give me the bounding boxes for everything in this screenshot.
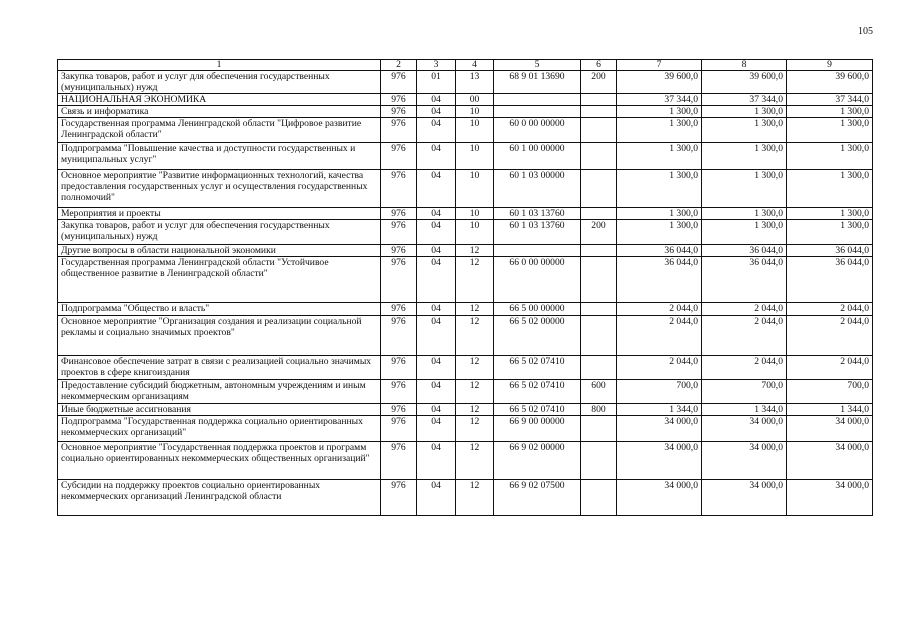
header-col-ministry: 2	[381, 60, 417, 71]
col-name-cell: Подпрограмма "Государственная поддержка социально ориентированных некоммерческих организаций"	[58, 416, 381, 442]
col-section-cell: 01	[417, 71, 456, 94]
col-subsection-cell: 10	[456, 118, 494, 143]
col-ministry-cell: 976	[381, 71, 417, 94]
col-year-3-cell: 37 344,0	[787, 94, 873, 106]
col-year-3-cell: 1 300,0	[787, 118, 873, 143]
col-section-cell: 04	[417, 316, 456, 356]
col-section-cell: 04	[417, 245, 456, 257]
col-expense-type-cell	[581, 442, 617, 480]
col-name-cell: Основное мероприятие "Государственная поддержка проектов и программ социально ориентированных некоммерческих общественных организаций"	[58, 442, 381, 480]
col-name-cell: Финансовое обеспечение затрат в связи с реализацией социально значимых проектов в сфере книгоиздания	[58, 356, 381, 380]
col-ministry-cell: 976	[381, 143, 417, 170]
col-subsection-cell: 10	[456, 143, 494, 170]
page-number: 105	[858, 26, 873, 37]
budget-table	[57, 59, 873, 516]
col-subsection-cell: 00	[456, 94, 494, 106]
col-target-article-cell: 60 1 03 13760	[494, 208, 581, 220]
col-section-cell: 04	[417, 303, 456, 316]
col-expense-type-cell	[581, 316, 617, 356]
col-year-3-cell: 34 000,0	[787, 416, 873, 442]
col-subsection-cell: 12	[456, 356, 494, 380]
col-year-1-cell: 1 300,0	[617, 208, 702, 220]
col-subsection-cell: 12	[456, 316, 494, 356]
col-year-1-cell: 1 344,0	[617, 404, 702, 416]
header-col-expense-type: 6	[581, 60, 617, 71]
table-row	[58, 303, 873, 316]
col-year-3-cell: 2 044,0	[787, 316, 873, 356]
table-row	[58, 71, 873, 94]
table-row	[58, 380, 873, 404]
col-year-2-cell: 34 000,0	[702, 480, 787, 516]
col-name-cell: Подпрограмма "Повышение качества и доступности государственных и муниципальных услуг"	[58, 143, 381, 170]
col-year-2-cell: 1 300,0	[702, 143, 787, 170]
col-year-3-cell: 1 344,0	[787, 404, 873, 416]
col-year-1-cell: 1 300,0	[617, 220, 702, 245]
col-year-3-cell: 2 044,0	[787, 356, 873, 380]
header-col-year-3: 9	[787, 60, 873, 71]
col-ministry-cell: 976	[381, 94, 417, 106]
col-subsection-cell: 13	[456, 71, 494, 94]
col-section-cell: 04	[417, 404, 456, 416]
header-col-name: 1	[58, 60, 381, 71]
col-year-3-cell: 36 044,0	[787, 257, 873, 303]
col-name-cell: Государственная программа Ленинградской области "Устойчивое общественное развитие в Ленинградской области"	[58, 257, 381, 303]
col-target-article-cell	[494, 106, 581, 118]
col-year-1-cell: 34 000,0	[617, 442, 702, 480]
col-section-cell: 04	[417, 220, 456, 245]
col-name-cell: Предоставление субсидий бюджетным, автономным учреждениям и иным некоммерческим организациям	[58, 380, 381, 404]
col-year-3-cell: 1 300,0	[787, 208, 873, 220]
col-target-article-cell	[494, 245, 581, 257]
col-target-article-cell: 66 5 02 00000	[494, 316, 581, 356]
col-year-2-cell: 39 600,0	[702, 71, 787, 94]
table-row	[58, 208, 873, 220]
col-year-3-cell: 1 300,0	[787, 143, 873, 170]
col-ministry-cell: 976	[381, 356, 417, 380]
col-subsection-cell: 12	[456, 257, 494, 303]
col-subsection-cell: 10	[456, 170, 494, 208]
col-name-cell: Мероприятия и проекты	[58, 208, 381, 220]
col-subsection-cell: 10	[456, 220, 494, 245]
col-ministry-cell: 976	[381, 303, 417, 316]
col-ministry-cell: 976	[381, 442, 417, 480]
col-section-cell: 04	[417, 118, 456, 143]
col-subsection-cell: 12	[456, 442, 494, 480]
col-target-article-cell: 60 1 00 00000	[494, 143, 581, 170]
col-year-3-cell: 34 000,0	[787, 442, 873, 480]
col-ministry-cell: 976	[381, 316, 417, 356]
col-year-2-cell: 34 000,0	[702, 416, 787, 442]
col-target-article-cell: 66 9 02 00000	[494, 442, 581, 480]
col-ministry-cell: 976	[381, 480, 417, 516]
col-year-3-cell: 39 600,0	[787, 71, 873, 94]
col-year-2-cell: 1 344,0	[702, 404, 787, 416]
col-year-3-cell: 2 044,0	[787, 303, 873, 316]
col-name-cell: Субсидии на поддержку проектов социально ориентированных некоммерческих организаций Ленинградской области	[58, 480, 381, 516]
col-year-2-cell: 37 344,0	[702, 94, 787, 106]
col-section-cell: 04	[417, 257, 456, 303]
col-expense-type-cell	[581, 416, 617, 442]
table-row	[58, 245, 873, 257]
table-row	[58, 143, 873, 170]
col-year-2-cell: 36 044,0	[702, 245, 787, 257]
col-name-cell: НАЦИОНАЛЬНАЯ ЭКОНОМИКА	[58, 94, 381, 106]
col-section-cell: 04	[417, 94, 456, 106]
header-col-section: 3	[417, 60, 456, 71]
table-row	[58, 480, 873, 516]
col-ministry-cell: 976	[381, 170, 417, 208]
col-year-3-cell: 1 300,0	[787, 106, 873, 118]
col-expense-type-cell	[581, 245, 617, 257]
col-ministry-cell: 976	[381, 220, 417, 245]
table-header	[58, 60, 873, 71]
col-year-3-cell: 700,0	[787, 380, 873, 404]
col-year-2-cell: 2 044,0	[702, 316, 787, 356]
col-section-cell: 04	[417, 480, 456, 516]
col-target-article-cell: 66 5 02 07410	[494, 356, 581, 380]
col-ministry-cell: 976	[381, 416, 417, 442]
col-ministry-cell: 976	[381, 208, 417, 220]
col-year-3-cell: 34 000,0	[787, 480, 873, 516]
col-year-1-cell: 37 344,0	[617, 94, 702, 106]
table-row	[58, 118, 873, 143]
col-expense-type-cell	[581, 257, 617, 303]
col-subsection-cell: 12	[456, 480, 494, 516]
header-col-subsection: 4	[456, 60, 494, 71]
col-target-article-cell: 60 1 03 13760	[494, 220, 581, 245]
col-ministry-cell: 976	[381, 380, 417, 404]
col-expense-type-cell	[581, 94, 617, 106]
header-col-year-2: 8	[702, 60, 787, 71]
col-section-cell: 04	[417, 208, 456, 220]
col-target-article-cell: 66 5 02 07410	[494, 404, 581, 416]
col-target-article-cell: 66 5 00 00000	[494, 303, 581, 316]
col-year-1-cell: 36 044,0	[617, 245, 702, 257]
table-row	[58, 257, 873, 303]
table-row	[58, 94, 873, 106]
col-year-2-cell: 1 300,0	[702, 118, 787, 143]
col-year-1-cell: 700,0	[617, 380, 702, 404]
table-row	[58, 356, 873, 380]
col-ministry-cell: 976	[381, 118, 417, 143]
col-year-2-cell: 36 044,0	[702, 257, 787, 303]
header-row	[58, 60, 873, 71]
col-year-3-cell: 1 300,0	[787, 170, 873, 208]
col-subsection-cell: 10	[456, 208, 494, 220]
col-target-article-cell: 66 9 00 00000	[494, 416, 581, 442]
col-ministry-cell: 976	[381, 245, 417, 257]
col-year-1-cell: 1 300,0	[617, 106, 702, 118]
col-year-2-cell: 1 300,0	[702, 170, 787, 208]
col-subsection-cell: 10	[456, 106, 494, 118]
col-expense-type-cell	[581, 480, 617, 516]
col-subsection-cell: 12	[456, 380, 494, 404]
table-row	[58, 220, 873, 245]
col-expense-type-cell	[581, 143, 617, 170]
col-ministry-cell: 976	[381, 106, 417, 118]
col-target-article-cell: 66 5 02 07410	[494, 380, 581, 404]
col-section-cell: 04	[417, 416, 456, 442]
col-name-cell: Подпрограмма "Общество и власть"	[58, 303, 381, 316]
col-section-cell: 04	[417, 356, 456, 380]
col-name-cell: Государственная программа Ленинградской области "Цифровое развитие Ленинградской области"	[58, 118, 381, 143]
col-subsection-cell: 12	[456, 245, 494, 257]
col-expense-type-cell	[581, 118, 617, 143]
col-target-article-cell: 66 0 00 00000	[494, 257, 581, 303]
col-expense-type-cell: 800	[581, 404, 617, 416]
table-body	[58, 71, 873, 516]
col-year-2-cell: 700,0	[702, 380, 787, 404]
table-row	[58, 316, 873, 356]
col-name-cell: Связь и информатика	[58, 106, 381, 118]
col-target-article-cell: 60 0 00 00000	[494, 118, 581, 143]
col-name-cell: Основное мероприятие "Развитие информационных технологий, качества предоставления государственных услуг и осуществления государственных полномочий"	[58, 170, 381, 208]
col-expense-type-cell	[581, 208, 617, 220]
col-target-article-cell	[494, 94, 581, 106]
col-year-1-cell: 34 000,0	[617, 416, 702, 442]
col-year-3-cell: 36 044,0	[787, 245, 873, 257]
col-section-cell: 04	[417, 380, 456, 404]
col-year-2-cell: 1 300,0	[702, 106, 787, 118]
col-target-article-cell: 60 1 03 00000	[494, 170, 581, 208]
col-expense-type-cell: 600	[581, 380, 617, 404]
table-row	[58, 106, 873, 118]
col-name-cell: Иные бюджетные ассигнования	[58, 404, 381, 416]
col-expense-type-cell: 200	[581, 220, 617, 245]
col-section-cell: 04	[417, 442, 456, 480]
col-year-1-cell: 34 000,0	[617, 480, 702, 516]
col-target-article-cell: 68 9 01 13690	[494, 71, 581, 94]
col-year-1-cell: 1 300,0	[617, 143, 702, 170]
table-row	[58, 416, 873, 442]
col-section-cell: 04	[417, 143, 456, 170]
table-row	[58, 442, 873, 480]
header-col-year-1: 7	[617, 60, 702, 71]
col-year-2-cell: 2 044,0	[702, 356, 787, 380]
col-year-1-cell: 1 300,0	[617, 170, 702, 208]
table-row	[58, 170, 873, 208]
header-col-target-article: 5	[494, 60, 581, 71]
col-year-2-cell: 2 044,0	[702, 303, 787, 316]
col-year-1-cell: 39 600,0	[617, 71, 702, 94]
col-subsection-cell: 12	[456, 404, 494, 416]
col-expense-type-cell	[581, 106, 617, 118]
col-name-cell: Закупка товаров, работ и услуг для обеспечения государственных (муниципальных) нужд	[58, 220, 381, 245]
col-year-1-cell: 2 044,0	[617, 303, 702, 316]
col-expense-type-cell: 200	[581, 71, 617, 94]
col-expense-type-cell	[581, 356, 617, 380]
col-expense-type-cell	[581, 303, 617, 316]
col-subsection-cell: 12	[456, 416, 494, 442]
col-year-2-cell: 1 300,0	[702, 220, 787, 245]
table-row	[58, 404, 873, 416]
col-year-2-cell: 34 000,0	[702, 442, 787, 480]
col-subsection-cell: 12	[456, 303, 494, 316]
col-year-1-cell: 2 044,0	[617, 356, 702, 380]
col-section-cell: 04	[417, 170, 456, 208]
col-name-cell: Закупка товаров, работ и услуг для обеспечения государственных (муниципальных) нужд	[58, 71, 381, 94]
col-target-article-cell: 66 9 02 07500	[494, 480, 581, 516]
col-year-1-cell: 2 044,0	[617, 316, 702, 356]
col-year-3-cell: 1 300,0	[787, 220, 873, 245]
col-year-2-cell: 1 300,0	[702, 208, 787, 220]
col-name-cell: Другие вопросы в области национальной экономики	[58, 245, 381, 257]
col-year-1-cell: 1 300,0	[617, 118, 702, 143]
col-expense-type-cell	[581, 170, 617, 208]
col-ministry-cell: 976	[381, 404, 417, 416]
col-section-cell: 04	[417, 106, 456, 118]
col-year-1-cell: 36 044,0	[617, 257, 702, 303]
col-ministry-cell: 976	[381, 257, 417, 303]
col-name-cell: Основное мероприятие "Организация создания и реализации социальной рекламы и социально значимых проектов"	[58, 316, 381, 356]
